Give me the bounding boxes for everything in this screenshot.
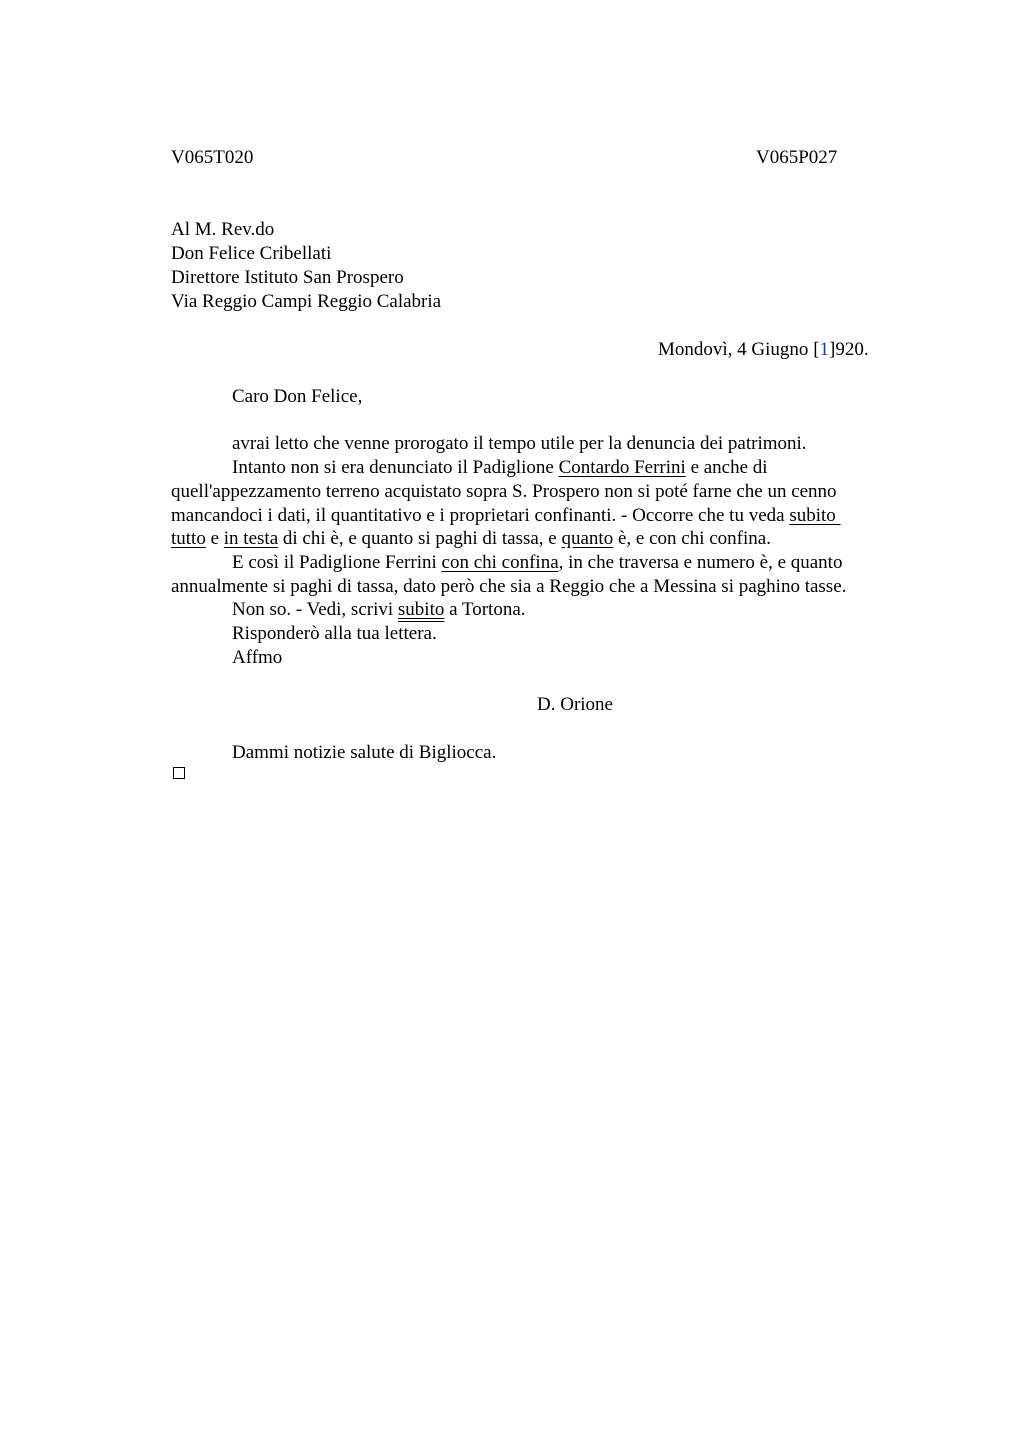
p2-line4-text-b: e — [205, 528, 224, 549]
address-line-2: Don Felice Cribellati — [171, 243, 332, 264]
underlined-quanto: quanto — [561, 528, 614, 549]
p4-text-a: Non so. - Vedi, scrivi — [232, 599, 398, 620]
body-paragraph-2-line-2: quell'appezzamento terreno acquistato sopra S. Prospero non si poté farne che un cenno — [171, 481, 837, 502]
body-paragraph-2-line-3 — [171, 504, 841, 528]
underlined-subito: subito — [789, 505, 841, 526]
address-line-1: Al M. Rev.do — [171, 219, 275, 240]
body-paragraph-5: Risponderò alla tua lettera. — [232, 623, 437, 644]
date-bracket-close: ] — [829, 339, 836, 360]
address-line-4: Via Reggio Campi Reggio Calabria — [171, 291, 442, 312]
body-paragraph-3-line-2: annualmente si paghi di tassa, dato però che sia a Reggio che a Messina si paghino tasse. — [171, 576, 847, 597]
double-underlined-subito: subito — [397, 599, 445, 620]
body-paragraph-4 — [232, 598, 526, 622]
p2-line4-text-c: di chi è, e quanto si paghi di tassa, e — [278, 528, 562, 549]
p2-line3-text: mancandoci i dati, il quantitativo e i proprietari confinanti. - Occorre che tu veda — [171, 505, 790, 526]
p4-text-b: a Tortona. — [444, 599, 526, 620]
salutation: Caro Don Felice, — [232, 386, 363, 407]
address-line-3: Direttore Istituto San Prospero — [171, 267, 404, 288]
date-prefix: Mondovì, 4 Giugno — [658, 339, 814, 360]
body-paragraph-3-line-1 — [232, 551, 842, 575]
p3-text-b: , in che traversa e numero è, e quanto — [558, 552, 843, 573]
signature: D. Orione — [537, 694, 613, 715]
date-bracket-number: 1 — [819, 339, 830, 360]
underlined-contardo-ferrini: Contardo Ferrini — [558, 457, 686, 478]
underlined-con-chi-confina: con chi confina — [441, 552, 559, 573]
underlined-tutto: tutto — [171, 528, 206, 549]
p3-text-a: E così il Padiglione Ferrini — [232, 552, 442, 573]
date-suffix: 920. — [835, 339, 869, 360]
p2-text-a: Intanto non si era denunciato il Padiglione — [232, 457, 559, 478]
code-left: V065T020 — [171, 147, 254, 168]
end-square-icon — [173, 767, 185, 779]
p2-text-b: e anche di — [685, 457, 768, 478]
body-paragraph-2-line-4 — [171, 527, 771, 551]
closing-affmo: Affmo — [232, 647, 283, 668]
body-paragraph-2-line-1 — [232, 456, 768, 480]
p2-line4-text-d: è, e con chi confina. — [613, 528, 771, 549]
date-bracket-open: [ — [813, 339, 820, 360]
date-line — [658, 338, 869, 362]
underlined-in-testa: in testa — [223, 528, 279, 549]
postscript: Dammi notizie salute di Bigliocca. — [232, 742, 497, 763]
body-paragraph-1: avrai letto che venne prorogato il tempo utile per la denuncia dei patrimoni. — [232, 433, 807, 454]
code-right: V065P027 — [756, 147, 838, 168]
